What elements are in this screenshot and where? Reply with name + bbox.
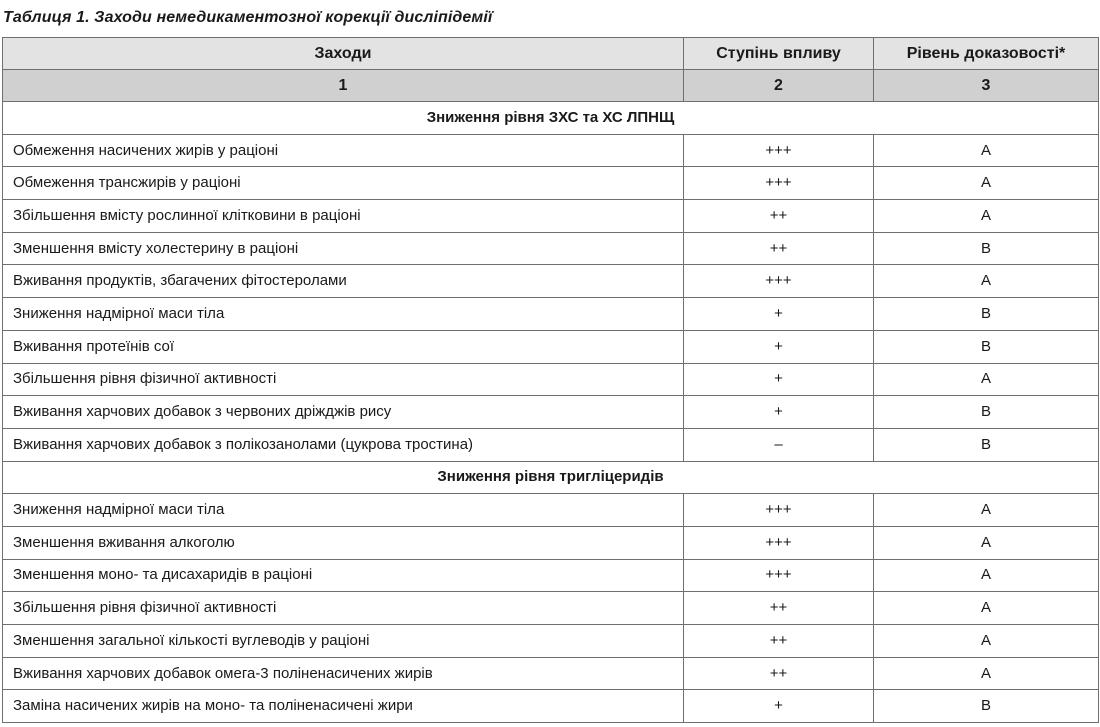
table-row xyxy=(3,625,1099,658)
evidence-cell: A xyxy=(874,200,1099,233)
column-number: 1 xyxy=(3,70,684,102)
impact-cell: ++ xyxy=(684,657,874,690)
impact-cell: +++ xyxy=(684,526,874,559)
table-row xyxy=(3,657,1099,690)
column-header-measures: Заходи xyxy=(3,38,684,70)
table-row xyxy=(3,330,1099,363)
impact-cell: ++ xyxy=(684,592,874,625)
measure-cell: Зниження надмірної маси тіла xyxy=(3,494,684,527)
measure-cell: Обмеження трансжирів у раціоні xyxy=(3,167,684,200)
evidence-cell: A xyxy=(874,592,1099,625)
impact-cell: +++ xyxy=(684,167,874,200)
measure-cell: Збільшення вмісту рослинної клітковини в раціоні xyxy=(3,200,684,233)
evidence-cell: A xyxy=(874,494,1099,527)
section-title: Зниження рівня ЗХС та ХС ЛПНЩ xyxy=(3,102,1099,135)
section-title: Зниження рівня тригліцеридів xyxy=(3,461,1099,494)
table-body xyxy=(3,102,1099,723)
impact-cell: +++ xyxy=(684,134,874,167)
section-row xyxy=(3,461,1099,494)
evidence-cell: B xyxy=(874,690,1099,723)
column-number: 2 xyxy=(684,70,874,102)
header-row xyxy=(3,38,1099,70)
evidence-cell: B xyxy=(874,298,1099,331)
table-row xyxy=(3,592,1099,625)
measure-cell: Вживання харчових добавок з полікозанолами (цукрова тростина) xyxy=(3,428,684,461)
impact-cell: ++ xyxy=(684,232,874,265)
evidence-cell: A xyxy=(874,559,1099,592)
evidence-cell: A xyxy=(874,625,1099,658)
measure-cell: Обмеження насичених жирів у раціоні xyxy=(3,134,684,167)
impact-cell: ++ xyxy=(684,625,874,658)
table-row xyxy=(3,559,1099,592)
evidence-cell: A xyxy=(874,363,1099,396)
impact-cell: + xyxy=(684,330,874,363)
impact-cell: + xyxy=(684,298,874,331)
impact-cell: + xyxy=(684,690,874,723)
evidence-cell: B xyxy=(874,428,1099,461)
table-header xyxy=(3,38,1099,102)
evidence-cell: A xyxy=(874,265,1099,298)
impact-cell: – xyxy=(684,428,874,461)
impact-cell: +++ xyxy=(684,559,874,592)
evidence-cell: A xyxy=(874,167,1099,200)
measure-cell: Зменшення моно- та дисахаридів в раціоні xyxy=(3,559,684,592)
table-row xyxy=(3,200,1099,233)
column-number: 3 xyxy=(874,70,1099,102)
measure-cell: Зменшення загальної кількості вуглеводів у раціоні xyxy=(3,625,684,658)
table-row xyxy=(3,298,1099,331)
impact-cell: +++ xyxy=(684,265,874,298)
column-header-impact: Ступінь впливу xyxy=(684,38,874,70)
evidence-cell: B xyxy=(874,232,1099,265)
impact-cell: + xyxy=(684,396,874,429)
measure-cell: Зменшення вмісту холестерину в раціоні xyxy=(3,232,684,265)
measure-cell: Вживання харчових добавок з червоних дріжджів рису xyxy=(3,396,684,429)
table-row xyxy=(3,690,1099,723)
evidence-cell: B xyxy=(874,330,1099,363)
dyslipidemia-measures-table xyxy=(2,37,1099,723)
table-row xyxy=(3,428,1099,461)
measure-cell: Збільшення рівня фізичної активності xyxy=(3,363,684,396)
measure-cell: Збільшення рівня фізичної активності xyxy=(3,592,684,625)
impact-cell: + xyxy=(684,363,874,396)
measure-cell: Зменшення вживання алкоголю xyxy=(3,526,684,559)
measure-cell: Заміна насичених жирів на моно- та поліненасичені жири xyxy=(3,690,684,723)
table-row xyxy=(3,265,1099,298)
column-header-evidence: Рівень доказовості* xyxy=(874,38,1099,70)
measure-cell: Вживання продуктів, збагачених фітостеролами xyxy=(3,265,684,298)
impact-cell: ++ xyxy=(684,200,874,233)
measure-cell: Вживання протеїнів сої xyxy=(3,330,684,363)
evidence-cell: A xyxy=(874,134,1099,167)
column-number-row xyxy=(3,70,1099,102)
evidence-cell: B xyxy=(874,396,1099,429)
table-row xyxy=(3,363,1099,396)
table-row xyxy=(3,396,1099,429)
evidence-cell: A xyxy=(874,657,1099,690)
table-row xyxy=(3,526,1099,559)
section-row xyxy=(3,102,1099,135)
table-row xyxy=(3,232,1099,265)
table-caption: Таблиця 1. Заходи немедикаментозної корекції дисліпідемії xyxy=(3,9,493,26)
table-row xyxy=(3,167,1099,200)
measure-cell: Зниження надмірної маси тіла xyxy=(3,298,684,331)
evidence-cell: A xyxy=(874,526,1099,559)
measure-cell: Вживання харчових добавок омега-3 поліненасичених жирів xyxy=(3,657,684,690)
table-row xyxy=(3,494,1099,527)
table-row xyxy=(3,134,1099,167)
impact-cell: +++ xyxy=(684,494,874,527)
